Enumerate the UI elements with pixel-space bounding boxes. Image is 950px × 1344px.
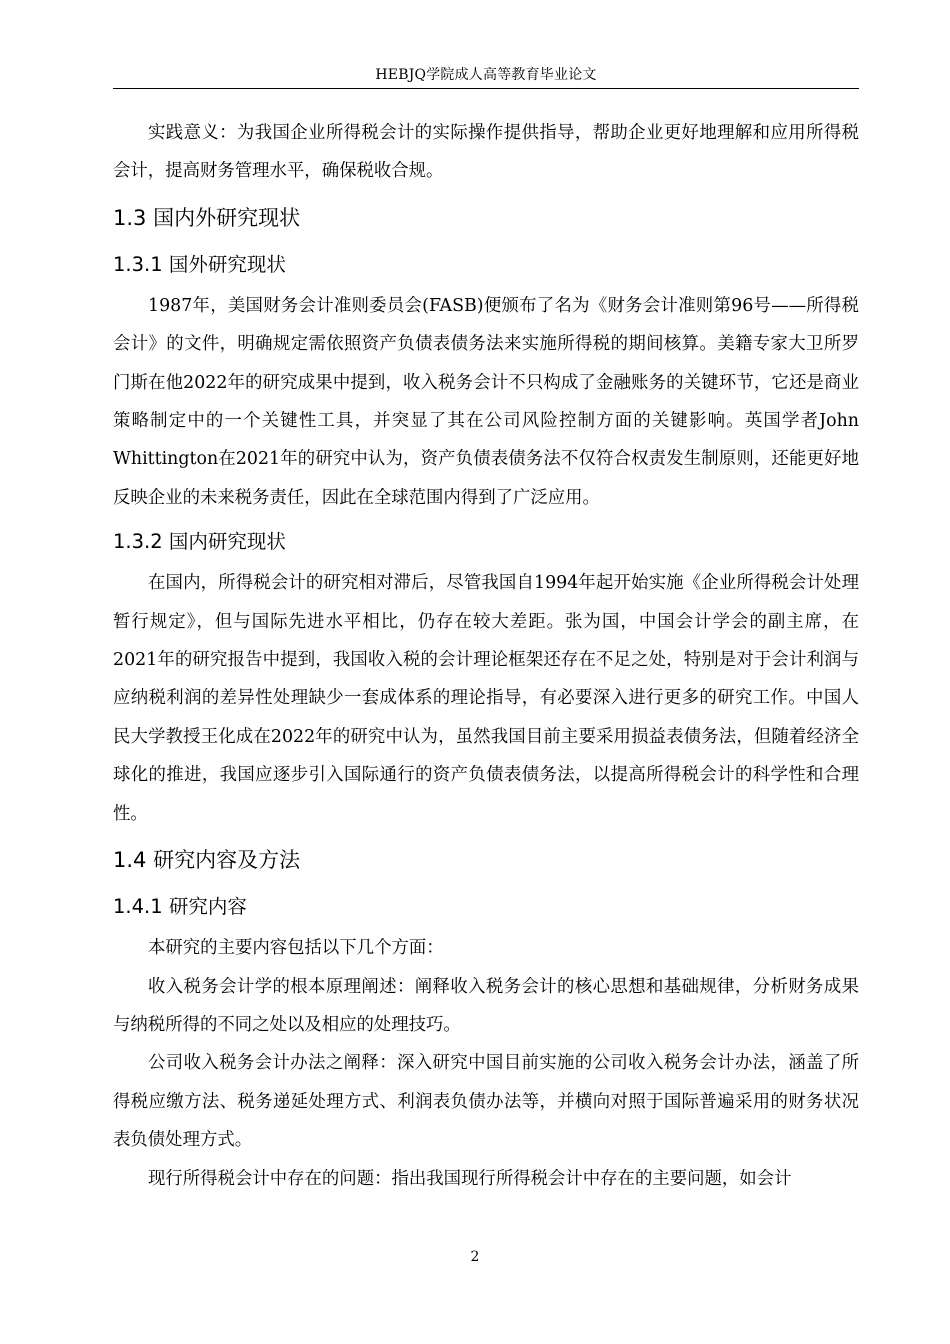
page-body [113, 114, 859, 1198]
header-rule [113, 88, 859, 89]
paragraph-basic-principles: 收入税务会计学的根本原理阐述：阐释收入税务会计的核心思想和基础规律，分析财务成果与纳税所得的不同之处以及相应的处理技巧。 [113, 976, 859, 1035]
subsection-heading-1-3-1: 1.3.1 国外研究现状 [113, 252, 286, 276]
paragraph-domestic-research: 在国内，所得税会计的研究相对滞后，尽管我国自1994年起开始实施《企业所得税会计处理暂行规定》，但与国际先进水平相比，仍存在较大差距。张为国，中国会计学会的副主席，在2021年的研究报告中提到，我国收入税的会计理论框架还存在不足之处，特别是对于会计利润与应纳税利润的差异性处理缺少一套成体系的理论指导，有必要深入进行更多的研究工作。中国人民大学教授王化成在2022年的研究中认为，虽然我国目前主要采用损益表债务法，但随着经济全球化的推进，我国应逐步引入国际通行的资产负债表债务法，以提高所得税会计的科学性和合理性。 [113, 573, 859, 824]
page-number: 2 [470, 1249, 480, 1265]
running-header: HEBJQ学院成人高等教育毕业论文 [375, 67, 597, 83]
section-heading-1-3: 1.3 国内外研究现状 [113, 205, 301, 230]
paragraph-foreign-research: 1987年，美国财务会计准则委员会(FASB)便颁布了名为《财务会计准则第96号——所得税会计》的文件，明确规定需依照资产负债表债务法来实施所得税的期间核算。美籍专家大卫所罗门斯在他2022年的研究成果中提到，收入税务会计不只构成了金融账务的关键环节，它还是商业策略制定中的一个关键性工具，并突显了其在公司风险控制方面的关键影响。英国学者John Whittington在2021年的研究中认为，资产负债表债务法不仅符合权责发生制原则，还能更好地反映企业的未来税务责任，因此在全球范围内得到了广泛应用。 [113, 295, 859, 508]
section-heading-1-4: 1.4 研究内容及方法 [113, 848, 301, 873]
paragraph-practical-significance: 实践意义：为我国企业所得税会计的实际操作提供指导，帮助企业更好地理解和应用所得税会计，提高财务管理水平，确保税收合规。 [113, 123, 859, 182]
paragraph-content-intro: 本研究的主要内容包括以下几个方面： [148, 938, 444, 959]
subsection-heading-1-3-2: 1.3.2 国内研究现状 [113, 530, 286, 554]
paragraph-accounting-methods: 公司收入税务会计办法之阐释：深入研究中国目前实施的公司收入税务会计办法，涵盖了所得税应缴方法、税务递延处理方式、利润表负债办法等，并横向对照于国际普遍采用的财务状况表负债处理方式。 [113, 1053, 859, 1151]
subsection-heading-1-4-1: 1.4.1 研究内容 [113, 895, 247, 919]
paragraph-existing-problems: 现行所得税会计中存在的问题：指出我国现行所得税会计中存在的主要问题，如会计 [148, 1168, 792, 1189]
